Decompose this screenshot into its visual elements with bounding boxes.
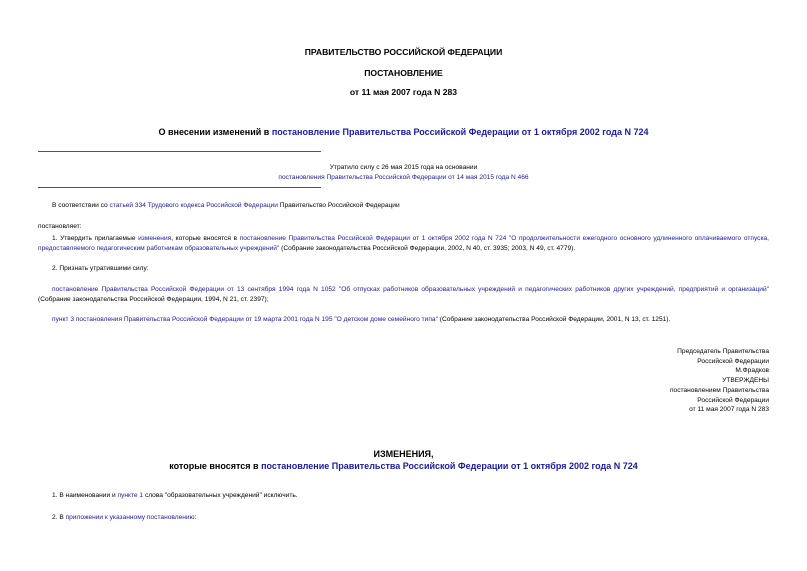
preamble-suffix: Правительство Российской Федерации (277, 202, 400, 209)
document-type: ПОСТАНОВЛЕНИЕ (364, 68, 443, 78)
title-prefix: О внесении изменений в (158, 127, 272, 137)
decree-word: постановляет: (38, 223, 82, 230)
signature-line1: Председатель Правительства (677, 348, 769, 355)
change-2-suffix: : (194, 514, 197, 521)
government-heading: ПРАВИТЕЛЬСТВО РОССИЙСКОЙ ФЕДЕРАЦИИ (304, 47, 503, 57)
change-2-prefix: 2. В (52, 514, 66, 521)
signature-line3: М.Фрадков (735, 367, 769, 375)
repeal-2 (38, 315, 769, 325)
item-1 (38, 234, 769, 253)
signature-block (670, 347, 769, 415)
change-1-prefix: 1. В наименовании и (52, 492, 118, 499)
item-2: 2. Признать утратившими силу: (52, 265, 149, 272)
appendix-link[interactable]: приложении к указанному постановлению (65, 514, 195, 521)
item-1-middle: , которые вносятся в (171, 235, 240, 242)
status-link[interactable]: постановления Правительства Российской Федерации от 14 мая 2015 года N 466 (278, 174, 529, 181)
decree-1052-link[interactable]: постановление Правительства Российской Федерации от 13 сентября 1994 года N 1052 "Об отпусках работников образовательных учреждений и педагогических работников других учреждений, предприятий и организаций" (52, 286, 769, 293)
decree-195-link[interactable]: пункт 3 постановления Правительства Российской Федерации от 19 марта 2001 года N 195 "О детском доме семейного типа" (52, 316, 438, 323)
document-date-number: от 11 мая 2007 года N 283 (349, 87, 458, 97)
repeal-1 (38, 285, 769, 304)
change-1-suffix: слова "образовательных учреждений" исключить. (143, 492, 298, 499)
repeal-2-suffix: (Собрание законодательства Российской Федерации, 2001, N 13, ст. 1251). (437, 316, 671, 323)
preamble (38, 201, 769, 211)
document-title (0, 127, 807, 137)
change-1 (38, 491, 769, 501)
approved-line3: Российской Федерации (697, 396, 769, 404)
divider-bottom (38, 187, 321, 188)
decree-724-link[interactable]: постановление Правительства Российской Федерации от 1 октября 2002 года N 724 "О продолжительности ежегодного основного удлиненного оплачиваемого отпуска, предоставляемого педагогическим работникам образовательных учреждений" (38, 235, 769, 252)
point-1-link[interactable]: пункте 1 (117, 492, 144, 499)
change-2 (38, 513, 769, 523)
repeal-1-suffix: (Собрание законодательства Российской Федерации, 1994, N 21, ст. 2397); (38, 295, 269, 303)
changes-decree-link[interactable]: постановление Правительства Российской Федерации от 1 октября 2002 года N 724 (261, 461, 638, 471)
changes-heading: ИЗМЕНЕНИЯ, (373, 449, 434, 459)
changes-subheading (0, 461, 807, 471)
signature-line2: Российской Федерации (697, 357, 769, 365)
changes-link[interactable]: изменения (138, 235, 172, 242)
approved-line4: от 11 мая 2007 года N 283 (689, 406, 769, 414)
item-1-suffix: (Собрание законодательства Российской Федерации, 2002, N 40, ст. 3935; 2003, N 49, ст. 4779). (279, 244, 576, 252)
labor-code-link[interactable]: статьей 334 Трудового кодекса Российской Федерации (109, 202, 278, 209)
approved-line1: УТВЕРЖДЕНЫ (722, 377, 769, 385)
changes-sub-prefix: которые вносятся в (169, 461, 262, 471)
approved-line2: постановлением Правительства (669, 386, 769, 394)
status-line1: Утратило силу с 26 мая 2015 года на основании (329, 164, 478, 171)
preamble-prefix: В соответствии со (52, 202, 110, 209)
status-line2 (0, 173, 807, 183)
item-1-prefix: 1. Утвердить прилагаемые (52, 235, 139, 242)
title-link[interactable]: постановление Правительства Российской Федерации от 1 октября 2002 года N 724 (271, 127, 649, 137)
divider-top (38, 151, 321, 152)
